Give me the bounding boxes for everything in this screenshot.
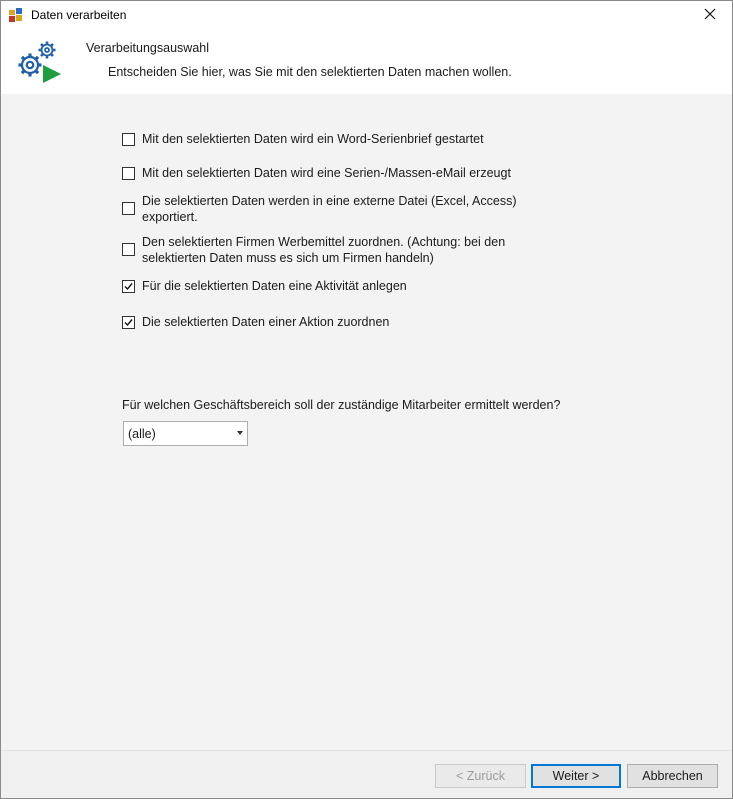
option-word-serienbrief[interactable]: [122, 131, 484, 147]
title-bar: [1, 1, 732, 30]
gears-play-icon: [14, 39, 64, 85]
checkbox[interactable]: [122, 167, 135, 180]
check-icon: [123, 281, 134, 292]
header-description: Entscheiden Sie hier, was Sie mit den selektierten Daten machen wollen.: [108, 65, 512, 79]
next-button[interactable]: Weiter >: [531, 764, 621, 788]
option-aktion-zuordnen[interactable]: [122, 314, 389, 330]
option-export-datei[interactable]: [122, 193, 517, 225]
geschaeftsbereich-select[interactable]: [123, 421, 248, 446]
checkbox[interactable]: [122, 243, 135, 256]
option-label: [142, 193, 517, 225]
option-label-line1: Die selektierten Daten werden in eine externe Datei (Excel, Access): [142, 194, 517, 208]
content-area: [1, 94, 732, 750]
option-werbemittel[interactable]: [122, 234, 505, 266]
header-title: Verarbeitungsauswahl: [86, 41, 209, 55]
option-label: Für die selektierten Daten eine Aktivität anlegen: [142, 279, 407, 293]
option-aktivitaet[interactable]: [122, 278, 407, 294]
checkbox[interactable]: [122, 202, 135, 215]
option-serien-email[interactable]: [122, 165, 511, 181]
close-icon: [704, 8, 716, 23]
checkbox[interactable]: [122, 133, 135, 146]
option-label: Mit den selektierten Daten wird ein Word-Serienbrief gestartet: [142, 132, 484, 146]
checkbox-checked[interactable]: [122, 316, 135, 329]
checkbox-checked[interactable]: [122, 280, 135, 293]
geschaeftsbereich-question: Für welchen Geschäftsbereich soll der zuständige Mitarbeiter ermittelt werden?: [122, 398, 561, 412]
wizard-footer: [1, 750, 732, 798]
option-label-line2: selektierten Daten muss es sich um Firmen handeln): [142, 251, 434, 265]
option-label: [142, 234, 505, 266]
window-title: Daten verarbeiten: [31, 8, 127, 22]
option-label: Mit den selektierten Daten wird eine Serien-/Massen-eMail erzeugt: [142, 166, 511, 180]
back-button[interactable]: < Zurück: [435, 764, 526, 788]
option-label-line2: exportiert.: [142, 210, 198, 224]
check-icon: [123, 317, 134, 328]
option-label: Die selektierten Daten einer Aktion zuordnen: [142, 315, 390, 329]
chevron-down-icon: [237, 431, 243, 435]
close-button[interactable]: [688, 1, 732, 30]
select-value: (alle): [128, 426, 156, 441]
cancel-button[interactable]: Abbrechen: [627, 764, 718, 788]
option-label-line1: Den selektierten Firmen Werbemittel zuordnen. (Achtung: bei den: [142, 235, 506, 249]
wizard-header: [1, 30, 732, 94]
app-window-icon: [9, 8, 23, 22]
